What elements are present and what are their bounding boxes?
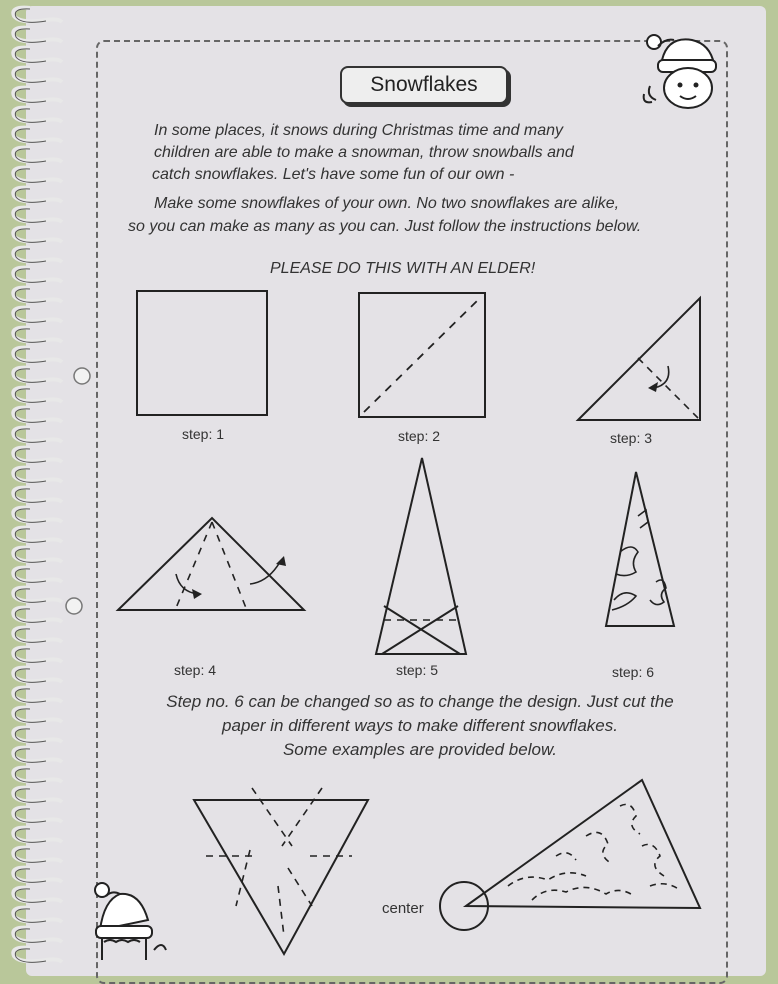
spiral-binding (0, 0, 90, 960)
elf-character-bottom-icon (90, 880, 174, 960)
example-cut-triangle-diagram (436, 776, 704, 936)
step-4-folded-triangle-diagram (116, 516, 306, 612)
step-3-label: step: 3 (610, 430, 653, 446)
elder-warning: PLEASE DO THIS WITH AN ELDER! (270, 260, 536, 277)
note-line-3: Some examples are provided below. (282, 740, 558, 759)
step-1-label: step: 1 (182, 426, 225, 442)
intro-line-3: catch snowflakes. Let's have some fun of our own - (152, 166, 515, 183)
page-title: Snowflakes (340, 66, 508, 104)
example-inverted-triangle-diagram (192, 786, 372, 958)
step-5-tall-triangle-diagram (374, 456, 470, 658)
intro-line-5: so you can make as many as you can. Just follow the instructions below. (128, 218, 642, 235)
binder-hole-top (72, 366, 92, 386)
step-6-cut-pattern-diagram (602, 470, 678, 632)
intro-line-2: children are able to make a snowman, throw snowballs and (154, 144, 574, 161)
intro-line-1: In some places, it snows during Christmas time and many (154, 122, 564, 139)
step-2-label: step: 2 (398, 428, 441, 444)
binder-hole-bottom (64, 596, 84, 616)
step-1-square-diagram (136, 290, 270, 418)
step-6-label: step: 6 (612, 664, 655, 680)
step-4-label: step: 4 (174, 662, 217, 678)
center-label: center (382, 900, 424, 917)
step-2-diagonal-diagram (358, 292, 488, 420)
step-3-triangle-diagram (576, 296, 704, 422)
elf-character-top-icon (640, 30, 724, 120)
note-line-1: Step no. 6 can be changed so as to change the design. Just cut the (166, 692, 674, 711)
step-5-label: step: 5 (396, 662, 439, 678)
note-line-2: paper in different ways to make different snowflakes. (222, 716, 618, 735)
intro-line-4: Make some snowflakes of your own. No two snowflakes are alike, (154, 195, 620, 212)
